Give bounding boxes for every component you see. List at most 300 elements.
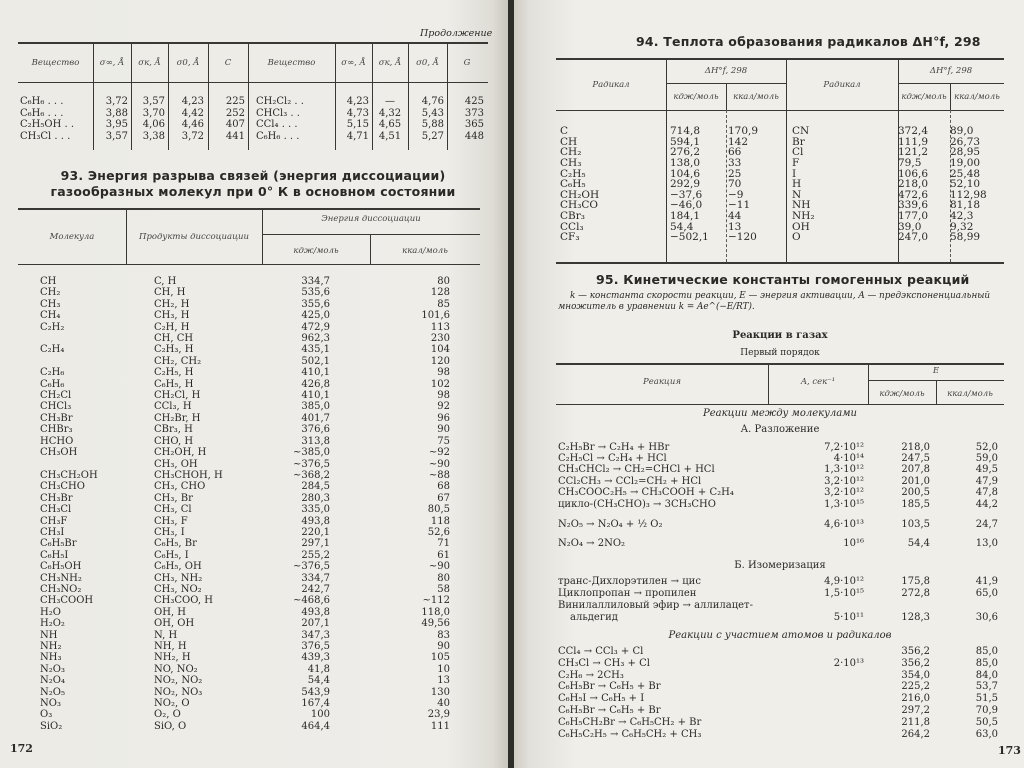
table94-left-kcal-column [728, 126, 782, 243]
table93-kcal-value: 230 [430, 333, 450, 345]
table94-kcal-value-right: 112,98 [950, 188, 987, 201]
table93-molecule: C₆H₅Br [40, 538, 77, 550]
table93-molecule: CH₃CHO [40, 481, 85, 493]
decomposition-kj-value: 103,5 [901, 519, 930, 530]
table94-radical: CH₃ [560, 156, 582, 169]
col-header-g: G [463, 58, 471, 68]
table93-molecule [40, 356, 98, 367]
table93-kj-value: 385,0 [301, 401, 330, 413]
table93-kcal-value: 49,56 [421, 618, 450, 630]
radicals-kcal-value: 51,5 [975, 693, 998, 705]
table93-products: C₂H₃, H [154, 344, 194, 356]
table93-molecule: CH₄ [40, 310, 61, 322]
table93-kcal-value: 80 [437, 276, 450, 287]
isomerization-kcal-value: 41,9 [975, 576, 998, 587]
radicals-reaction: C₆H₅CH₂Br → C₆H₅CH₂ + Br [558, 716, 702, 728]
table94-radical-right: NH₂ [792, 210, 815, 223]
table94-right-kcal-column [950, 126, 1002, 243]
table93-kcal-value: ~88 [428, 469, 450, 481]
table93-products: N, H [154, 629, 178, 641]
table93-products: NO₂, NO₃ [154, 686, 203, 698]
top-right-value: 448 [464, 130, 484, 142]
table95-title: 95. Кинетические константы гомогенных реакций [596, 272, 970, 287]
table93-kj-value: 493,8 [301, 515, 330, 527]
table95-header-kcal: ккал/моль [947, 389, 993, 399]
table93-kj-value: 347,3 [301, 629, 330, 641]
col-header-sigma-inf-2: σ∞, Å [341, 58, 366, 68]
table93-kj-value: 335,0 [301, 504, 330, 516]
table93-kj-value: 962,3 [301, 333, 330, 345]
col-header-sigma-k-2: σк, Å [378, 58, 402, 68]
table94-kcal-value: 142 [728, 135, 749, 148]
table93-kj-value: 376,5 [301, 641, 330, 652]
radicals-kcal-value: 70,9 [975, 705, 998, 716]
radicals-reaction: C₆H₅C₂H₅ → C₆H₅CH₂ + CH₃ [558, 728, 702, 740]
table95-header-a: A, сек⁻¹ [800, 377, 836, 387]
radicals-kj-value: 264,2 [901, 728, 930, 740]
table94-header-radical-2: Радикал [823, 80, 861, 90]
table93-molecule: CH₃CH₂OH [40, 469, 98, 481]
table93-products: C₆H₅, Br [154, 538, 197, 550]
decomposition-kj-value: 218,0 [901, 442, 930, 453]
table94-kj-value: 138,0 [670, 156, 701, 169]
table93-products: CH₂OH, H [154, 447, 207, 459]
isomerization-kj-value: 272,8 [901, 588, 930, 599]
table93-kj-value: 439,3 [301, 652, 330, 664]
top-left-value: 3,88 [105, 107, 128, 119]
top-right-value: 4,73 [346, 107, 369, 119]
decomposition-reaction: CH₃CHCl₂ → CH₂=CHCl + HCl [558, 464, 715, 475]
table93-kj-value: 334,7 [301, 276, 330, 287]
table94-kcal-value-right: 28,95 [950, 146, 981, 159]
top-left-value: 407 [225, 119, 245, 130]
top-right-value: 425 [464, 96, 484, 107]
table93-molecule: CH₃Br [40, 412, 73, 424]
table93-molecule: NH₃ [40, 652, 62, 664]
table93-kj-value: ~376,5 [292, 561, 330, 573]
table94-radical-right: O [792, 231, 801, 244]
table94-radical-right: Cl [792, 146, 804, 159]
table93-kcal-value: 61 [437, 549, 450, 561]
table93-molecule: C₆H₆ [40, 378, 65, 390]
table93-molecule [40, 459, 98, 470]
table93-kj-value: ~368,2 [292, 469, 330, 481]
table93-kcal-value: 92 [437, 401, 450, 413]
table93-kj-value: 207,1 [301, 618, 330, 630]
table93-molecule: C₆H₅I [40, 549, 69, 561]
col-header-sigma-inf: σ∞, Å [99, 58, 125, 68]
radicals-kcal-value: 63,0 [975, 728, 998, 740]
isomerization-reaction: Циклопропан → пропилен [558, 588, 697, 599]
table93-products: CH₃, F [154, 515, 188, 527]
table94-right-radical-column [792, 126, 815, 243]
radicals-kj-value: 297,2 [901, 705, 930, 716]
table93-kcal-value: 10 [437, 663, 450, 675]
table93-kcal-value: 98 [437, 367, 450, 379]
top-right-value: 4,71 [346, 130, 369, 142]
decomposition-a-value: 3,2·10¹² [824, 476, 864, 487]
decomposition-reaction: CCl₂CH₃ → CCl₂=CH₂ + HCl [558, 476, 702, 487]
table94-kj-value: 594,1 [670, 135, 701, 148]
table93-kcal-value: 118 [430, 515, 450, 527]
table93-products: CH₂Cl, H [154, 390, 201, 402]
table94-radical: CH₂OH [560, 188, 600, 201]
table93-kcal-value: 104 [430, 344, 450, 356]
radicals-kj-value: 211,8 [901, 716, 930, 728]
radicals-reaction: CH₃Cl → CH₃ + Cl [558, 657, 650, 669]
table93-molecule: HCHO [40, 435, 74, 447]
top-left-substance: C₆H₆ . . . [20, 96, 64, 107]
table93-products-column [154, 276, 223, 732]
table93-molecule: CHCl₃ [40, 401, 72, 413]
top-right-value: 5,27 [421, 130, 444, 142]
col-header-sigma-k: σк, Å [138, 58, 161, 68]
table94-kcal-value: −120 [728, 231, 757, 244]
radicals-kj-value: 216,0 [901, 693, 930, 705]
decomposition-kcal-value: 47,9 [975, 476, 998, 487]
table93-kj-value: 376,6 [301, 424, 330, 436]
table93-kj-value: 255,2 [301, 549, 330, 561]
top-right-substance: CH₂Cl₂ . . [256, 96, 304, 107]
decomposition-kcal-value: 49,5 [975, 464, 998, 475]
table93-kcal-value: 80,5 [427, 504, 450, 516]
radicals-reaction: C₂H₆ → 2CH₃ [558, 669, 624, 681]
table94-radical-right: I [792, 167, 797, 180]
table94-kcal-value-right: 19,00 [950, 156, 981, 169]
decomposition-kcal-value: 59,0 [975, 453, 998, 464]
table93-molecule: SiO₂ [40, 720, 63, 732]
table93-molecule: CH₃OH [40, 447, 78, 459]
table93-header-energy: Энергия диссоциации [321, 214, 421, 224]
table94-kcal-value-right: 25,48 [950, 167, 981, 180]
table93-kcal-value: 13 [437, 675, 450, 687]
table93-molecule: N₂O₄ [40, 675, 65, 687]
radicals-kcal-value: 53,7 [975, 681, 998, 693]
table95-header-e: E [932, 366, 940, 376]
top-left-value: 3,95 [105, 119, 128, 130]
table93-kcal-value: 130 [430, 686, 450, 698]
table93-kj-value: 242,7 [301, 583, 330, 595]
table93-kcal-value: 83 [437, 629, 450, 641]
col-header-substance-2: Вещество [267, 58, 316, 68]
table93-kcal-value: 111 [430, 720, 450, 732]
table93-products: CH₃CHOH, H [154, 469, 223, 481]
table93-products: CH₃, OH [154, 458, 198, 470]
table93-kcal-value: 67 [437, 492, 450, 504]
table94-kj-value: 292,9 [670, 178, 701, 191]
table93-kcal-value: 85 [437, 298, 450, 310]
decomposition-reaction: цикло-(CH₃CHO)₃ → 3CH₃CHO [558, 499, 716, 510]
table94-title: 94. Теплота образования радикалов ΔH°f, 298 [636, 34, 981, 49]
table94-kj-value: 714,8 [670, 125, 701, 137]
subsection-decomposition: А. Разложение [740, 424, 820, 435]
table93-kj-value: 435,1 [301, 344, 330, 356]
decomposition-a-value: 4·10¹⁴ [833, 453, 864, 464]
table93-kcal-value: 58 [437, 583, 450, 595]
decomposition-kcal-value: 44,2 [975, 499, 998, 510]
table93-products: CH₂Br, H [154, 412, 201, 424]
table94-kj-value-right: 372,4 [898, 125, 929, 137]
table93-kj-value: 472,9 [301, 321, 330, 333]
table93-kcal-value: ~90 [428, 561, 450, 573]
decomposition-reaction: N₂O₄ → 2NO₂ [558, 538, 626, 549]
decomposition-a-value: 10¹⁶ [843, 538, 864, 549]
table94-kcal-value-right: 89,0 [950, 125, 974, 137]
table93-title-line1: 93. Энергия разрыва связей (энергия диссоциации) [60, 168, 446, 183]
isomerization-kcal-value: 65,0 [975, 588, 998, 599]
top-left-value: 3,57 [105, 130, 128, 142]
table93-products: CH₃, I [154, 526, 185, 538]
top-left-value: 4,23 [181, 96, 204, 107]
table94-radical: CH₃CO [560, 199, 599, 212]
table93-molecule: CH₃I [40, 526, 65, 538]
table93-kcal-value: 128 [430, 287, 450, 299]
top-right-value: 4,23 [346, 96, 369, 107]
isomerization-reaction: альдегид [570, 612, 618, 623]
table95-note-line1: k — константа скорости реакции, E — энергия активации, A — предэкспоненциальный [570, 291, 991, 301]
table93-molecule: CH [40, 276, 57, 287]
table93-kj-value: 167,4 [301, 698, 330, 710]
radicals-kcal-value: 85,0 [975, 657, 998, 669]
isomerization-a-value: 1,5·10¹⁵ [824, 588, 864, 599]
table94-right-kj-column [898, 126, 944, 243]
table94-kj-value: −37,6 [670, 188, 703, 201]
table93-kj-value: 410,1 [301, 390, 330, 402]
decomposition-kcal-value: 24,7 [975, 519, 998, 530]
table94-header-radical: Радикал [592, 80, 630, 90]
table93-products: C₂H₅, H [154, 367, 194, 379]
top-right-substance: CHCl₃ . . [256, 107, 300, 119]
table93-kj-value: ~385,0 [292, 447, 330, 459]
radicals-a-value: 2·10¹³ [833, 657, 864, 669]
col-header-c: C [224, 58, 232, 68]
col-header-sigma-0-2: σ0, Å [416, 58, 439, 68]
table93-molecule: CH₃Br [40, 492, 73, 504]
radicals-reaction: C₆H₅Br → C₆H₅ + Br [558, 681, 661, 693]
decomposition-kj-value: 247,5 [901, 453, 930, 464]
table93-kcal-value: 120 [430, 355, 450, 367]
table93-molecule: CH₃COOH [40, 595, 94, 607]
table93-molecule: CH₃NO₂ [40, 583, 82, 595]
table94-radical-right: OH [792, 220, 810, 233]
table93-kj-value: 543,9 [301, 686, 330, 698]
table93-products: C₆H₅, H [154, 378, 194, 390]
table93-kj-value: 401,7 [301, 412, 330, 424]
top-right-value: 5,15 [346, 119, 369, 130]
table93-kcal-value: 68 [437, 481, 450, 493]
table94-kcal-value-right: 58,99 [950, 231, 981, 244]
table93-products: CBr₃, H [154, 424, 193, 436]
table94-header-kcal: ккал/моль [733, 92, 779, 102]
table94-kj-value: −502,1 [670, 231, 709, 244]
table94-kj-value-right: 472,6 [898, 188, 929, 201]
table93-products: NH, H [154, 641, 187, 652]
col-header-sigma-0: σ0, Å [176, 58, 200, 68]
table94-radical: C₆H₅ [560, 178, 586, 191]
top-left-substance: C₆H₆ . . . [20, 107, 64, 119]
decomposition-kcal-value: 52,0 [975, 442, 998, 453]
decomposition-reaction: CH₃COOC₂H₅ → CH₃COOH + C₂H₄ [558, 487, 734, 498]
table94-kcal-value-right: 9,32 [950, 220, 974, 233]
table93-products: CH₃, Br [154, 492, 193, 504]
decomposition-kj-value: 54,4 [907, 538, 930, 549]
table93-molecule: C₂H₂ [40, 321, 65, 333]
table93-products: CCl₃, H [154, 401, 192, 413]
table93-kcal-value: 75 [437, 435, 450, 447]
table93-kcal-value: ~92 [428, 447, 450, 459]
col-header-substance: Вещество [31, 58, 80, 68]
table93-products: CHO, H [154, 435, 194, 447]
top-right-value: 4,51 [378, 130, 402, 142]
table94-kcal-value: 13 [728, 220, 742, 233]
table93-molecule: C₂H₆ [40, 367, 65, 379]
table93-molecule: CH₃F [40, 515, 68, 527]
table94-kcal-value: 44 [728, 210, 742, 223]
table94-kj-value-right: 218,0 [898, 178, 929, 191]
radicals-kj-value: 354,0 [901, 669, 930, 681]
table93-products: OH, H [154, 606, 186, 618]
table93-products: CH₂, H [154, 298, 190, 310]
table93-kj-value: 41,8 [307, 663, 330, 675]
table94-header-dh: ΔH°f, 298 [704, 66, 748, 76]
top-left-value: 3,38 [142, 130, 165, 142]
top-right-value: 373 [464, 107, 484, 119]
subsection-radicals: Реакции с участием атомов и радикалов [668, 630, 892, 641]
table93-products: NH₂, H [154, 652, 191, 664]
radicals-reaction: CCl₄ → CCl₃ + Cl [558, 646, 644, 657]
table93-molecule: O₃ [40, 709, 53, 721]
table93-molecule: CH₃ [40, 298, 61, 310]
decomposition-a-value: 3,2·10¹² [824, 487, 864, 498]
table94-kj-value-right: 79,5 [898, 156, 922, 169]
table93-kcal-value: 23,9 [427, 709, 450, 721]
top-left-value: 252 [225, 107, 245, 119]
top-left-value: 3,72 [105, 96, 128, 107]
table93-products: C, H [154, 276, 177, 287]
table93-kj-value: 284,5 [301, 481, 330, 493]
table94-kcal-value: −11 [728, 199, 751, 212]
table94-kj-value: 54,4 [670, 220, 694, 233]
table94-radical: CH [560, 135, 578, 148]
table93-header-molecule: Молекула [49, 232, 95, 242]
table93-kcal-value: 71 [437, 538, 450, 550]
table93-products: NO₂, O [154, 698, 190, 710]
top-left-value: 4,42 [181, 107, 204, 119]
radicals-kj-value: 356,2 [901, 646, 930, 657]
table93-kj-value: 334,7 [301, 572, 330, 584]
radicals-kcal-value: 50,5 [975, 716, 998, 728]
table94-kj-value-right: 121,2 [898, 146, 929, 159]
table93-products: CH₃, Cl [154, 504, 192, 516]
table93-kcal-value: 40 [437, 698, 450, 710]
decomposition-kj-value: 200,5 [901, 487, 930, 498]
table94-kj-value-right: 339,6 [898, 199, 929, 212]
table93-products: SiO, O [154, 720, 187, 732]
table94-kj-value: 184,1 [670, 210, 701, 223]
table94-kcal-value: 70 [728, 178, 742, 191]
table93-kj-value: 464,4 [301, 720, 330, 732]
table93-molecule: C₂H₄ [40, 344, 65, 356]
table94-radical-right: CN [792, 125, 810, 137]
isomerization-a-value: 4,9·10¹² [824, 576, 864, 587]
table94-kj-value-right: 111,9 [898, 135, 929, 148]
table93-kcal-value: 118,0 [421, 606, 450, 618]
radicals-reaction: C₆H₅Br → C₆H₅ + Br [558, 705, 661, 716]
table94-kcal-value: 33 [728, 156, 742, 169]
table93-products: NO₂, NO₂ [154, 675, 203, 687]
table94-kj-value-right: 247,0 [898, 231, 929, 244]
isomerization-kcal-value: 30,6 [975, 612, 998, 623]
table94-kj-value-right: 39,0 [898, 220, 922, 233]
table94-radical: CBr₃ [560, 210, 585, 223]
table94-radical: CCl₃ [560, 220, 584, 233]
table93-kj-value: 426,8 [301, 378, 330, 390]
table93-kcal-value: 101,6 [421, 310, 450, 322]
top-right-value: 5,88 [421, 119, 444, 130]
table94-radical-right: H [792, 178, 802, 191]
table94-kj-value-right: 177,0 [898, 210, 929, 223]
top-right-value: — [385, 96, 395, 107]
table93-kcal-value: 80 [437, 572, 450, 584]
table93-molecule: N₂O₅ [40, 686, 65, 698]
top-left-value: 4,06 [142, 119, 165, 130]
table94-radical: CF₃ [560, 231, 580, 244]
isomerization-kj-value: 128,3 [901, 612, 930, 623]
table93-kj-value: ~376,5 [292, 458, 330, 470]
table93-molecule: H₂O [40, 606, 61, 618]
table93-kcal-column [400, 276, 450, 732]
table94-left-kj-column [670, 126, 722, 243]
page-number-right: 173 [998, 744, 1021, 757]
top-right-value: 5,43 [421, 107, 444, 119]
subsection-isomerization: Б. Изомеризация [734, 560, 826, 571]
table95-header-kj: кдж/моль [879, 389, 925, 399]
right-page [514, 0, 1024, 768]
decomposition-reaction: C₂H₅Br → C₂H₄ + HBr [558, 442, 670, 453]
table93-products: C₆H₅, I [154, 549, 189, 561]
decomposition-a-value: 4,6·10¹³ [824, 519, 864, 530]
table93-products: C₂H, H [154, 321, 190, 333]
decomposition-a-value: 1,3·10¹² [824, 464, 864, 475]
table94-kcal-value: −9 [728, 188, 744, 201]
radicals-kj-value: 356,2 [901, 657, 930, 669]
table94-kj-value-right: 106,6 [898, 167, 929, 180]
top-right-value: 365 [464, 119, 484, 130]
table94-kcal-value: 25 [728, 167, 742, 180]
table95-section-gas: Реакции в газах [732, 330, 828, 341]
table94-radical-right: F [792, 156, 800, 169]
table93-kcal-value: 113 [430, 321, 450, 333]
table93-header-products: Продукты диссоциации [139, 232, 249, 242]
radicals-kcal-value: 85,0 [975, 646, 998, 657]
table93-products: C₆H₅, OH [154, 561, 202, 573]
table93-kj-value: 220,1 [301, 526, 330, 538]
table93-molecule: NO₃ [40, 698, 61, 710]
table93-kj-value: 54,4 [307, 675, 330, 687]
table94-kj-value: −46,0 [670, 199, 703, 212]
table94-radical-right: NH [792, 199, 811, 212]
radicals-kcal-value: 84,0 [975, 669, 998, 681]
table93-molecule: CH₂ [40, 287, 61, 299]
isomerization-kj-value: 175,8 [901, 576, 930, 587]
decomposition-a-value: 1,3·10¹⁵ [824, 499, 864, 510]
top-left-substance: C₂H₅OH . . [20, 119, 75, 130]
table93-molecule: CH₃NH₂ [40, 572, 82, 584]
decomposition-reaction: C₂H₅Cl → C₂H₄ + HCl [558, 453, 667, 464]
table94-kcal-value-right: 26,73 [950, 135, 981, 148]
table94-radical: C [560, 125, 569, 137]
table93-molecule: CH₂Cl [40, 390, 72, 402]
